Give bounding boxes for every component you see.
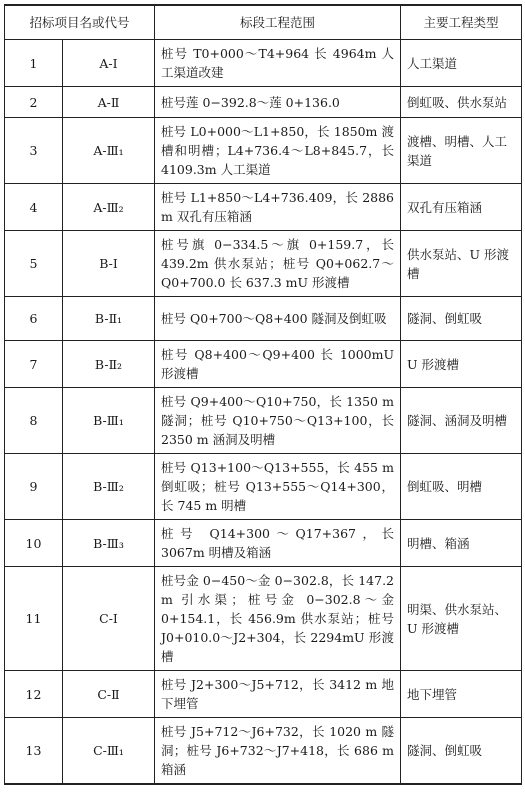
row-type: 隧洞、涵洞及明槽 — [401, 388, 522, 454]
row-type: 隧洞、倒虹吸 — [401, 718, 522, 785]
row-code: B-Ⅲ₃ — [63, 520, 155, 567]
row-number: 2 — [5, 87, 63, 118]
row-code: B-Ⅰ — [63, 231, 155, 297]
row-type: 双孔有压箱涵 — [401, 184, 522, 231]
row-type: 供水泵站、U 形渡槽 — [401, 231, 522, 297]
row-range: 桩号 Q0+700～Q8+400 隧洞及倒虹吸 — [155, 297, 401, 341]
table-row — [5, 567, 522, 671]
row-number: 5 — [5, 231, 63, 297]
row-type: 明槽、箱涵 — [401, 520, 522, 567]
row-code: B-Ⅱ₁ — [63, 297, 155, 341]
table-row — [5, 388, 522, 454]
row-type: 渡槽、明槽、人工渠道 — [401, 118, 522, 184]
table-row — [5, 341, 522, 388]
table-row — [5, 454, 522, 520]
row-range: 桩号 T0+000～T4+964 长 4964m 人工渠道改建 — [155, 40, 401, 87]
row-code: B-Ⅱ₂ — [63, 341, 155, 388]
table-row — [5, 520, 522, 567]
row-number: 8 — [5, 388, 63, 454]
table-row — [5, 231, 522, 297]
row-code: A-Ⅱ — [63, 87, 155, 118]
row-type: 倒虹吸、供水泵站 — [401, 87, 522, 118]
row-range: 桩号莲 0−392.8～莲 0+136.0 — [155, 87, 401, 118]
row-code: B-Ⅲ₂ — [63, 454, 155, 520]
row-number: 13 — [5, 718, 63, 785]
row-range: 桩号 L1+850～L4+736.409，长 2886 m 双孔有压箱涵 — [155, 184, 401, 231]
row-number: 4 — [5, 184, 63, 231]
row-number: 9 — [5, 454, 63, 520]
row-range: 桩号 Q13+100～Q13+555，长 455 m 倒虹吸；桩号 Q13+555～Q14+300，长 745 m 明槽 — [155, 454, 401, 520]
header-section-range: 标段工程范围 — [155, 5, 401, 40]
row-number: 1 — [5, 40, 63, 87]
row-code: C-Ⅰ — [63, 567, 155, 671]
row-code: B-Ⅲ₁ — [63, 388, 155, 454]
row-range: 桩号金 0−450～金 0−302.8，长 147.2 m 引水渠；桩号金 0−302.8～金 0+154.1，长 456.9m 供水泵站；桩号 J0+010.0～J2+304，长 2294mU 形渡槽 — [155, 567, 401, 671]
row-range: 桩号旗 0−334.5～旗 0+159.7，长 439.2m 供水泵站；桩号 Q0+062.7～Q0+700.0 长 637.3 mU 形渡槽 — [155, 231, 401, 297]
row-code: C-Ⅱ — [63, 671, 155, 718]
table-row — [5, 718, 522, 785]
table-row — [5, 40, 522, 87]
header-work-type: 主要工程类型 — [401, 5, 522, 40]
header-project-code: 招标项目名或代号 — [5, 5, 155, 40]
row-range: 桩号 J2+300～J5+712，长 3412 m 地下埋管 — [155, 671, 401, 718]
row-number: 12 — [5, 671, 63, 718]
row-code: A-Ⅰ — [63, 40, 155, 87]
row-number: 6 — [5, 297, 63, 341]
row-type: 地下埋管 — [401, 671, 522, 718]
project-table — [4, 4, 522, 785]
row-number: 7 — [5, 341, 63, 388]
row-type: 明渠、供水泵站、U 形渡槽 — [401, 567, 522, 671]
row-range: 桩号 Q14+300～Q17+367，长 3067m 明槽及箱涵 — [155, 520, 401, 567]
row-type: U 形渡槽 — [401, 341, 522, 388]
row-range: 桩号 J5+712～J6+732，长 1020 m 隧洞；桩号 J6+732～J7+418，长 686 m 箱涵 — [155, 718, 401, 785]
row-number: 3 — [5, 118, 63, 184]
row-number: 11 — [5, 567, 63, 671]
row-number: 10 — [5, 520, 63, 567]
row-code: C-Ⅲ₁ — [63, 718, 155, 785]
table-row — [5, 671, 522, 718]
row-range: 桩号 L0+000～L1+850，长 1850m 渡槽和明槽；L4+736.4～L8+845.7，长 4109.3m 人工渠道 — [155, 118, 401, 184]
table-row — [5, 87, 522, 118]
row-code: A-Ⅲ₁ — [63, 118, 155, 184]
row-type: 隧洞、倒虹吸 — [401, 297, 522, 341]
header-row — [5, 5, 522, 40]
row-code: A-Ⅲ₂ — [63, 184, 155, 231]
row-range: 桩号 Q8+400～Q9+400 长 1000mU 形渡槽 — [155, 341, 401, 388]
table-row — [5, 297, 522, 341]
table-row — [5, 118, 522, 184]
row-range: 桩号 Q9+400～Q10+750，长 1350 m 隧洞；桩号 Q10+750～Q13+100，长 2350 m 涵洞及明槽 — [155, 388, 401, 454]
table-row — [5, 184, 522, 231]
table-body — [5, 40, 522, 785]
row-type: 倒虹吸、明槽 — [401, 454, 522, 520]
document-page — [4, 4, 521, 785]
row-type: 人工渠道 — [401, 40, 522, 87]
